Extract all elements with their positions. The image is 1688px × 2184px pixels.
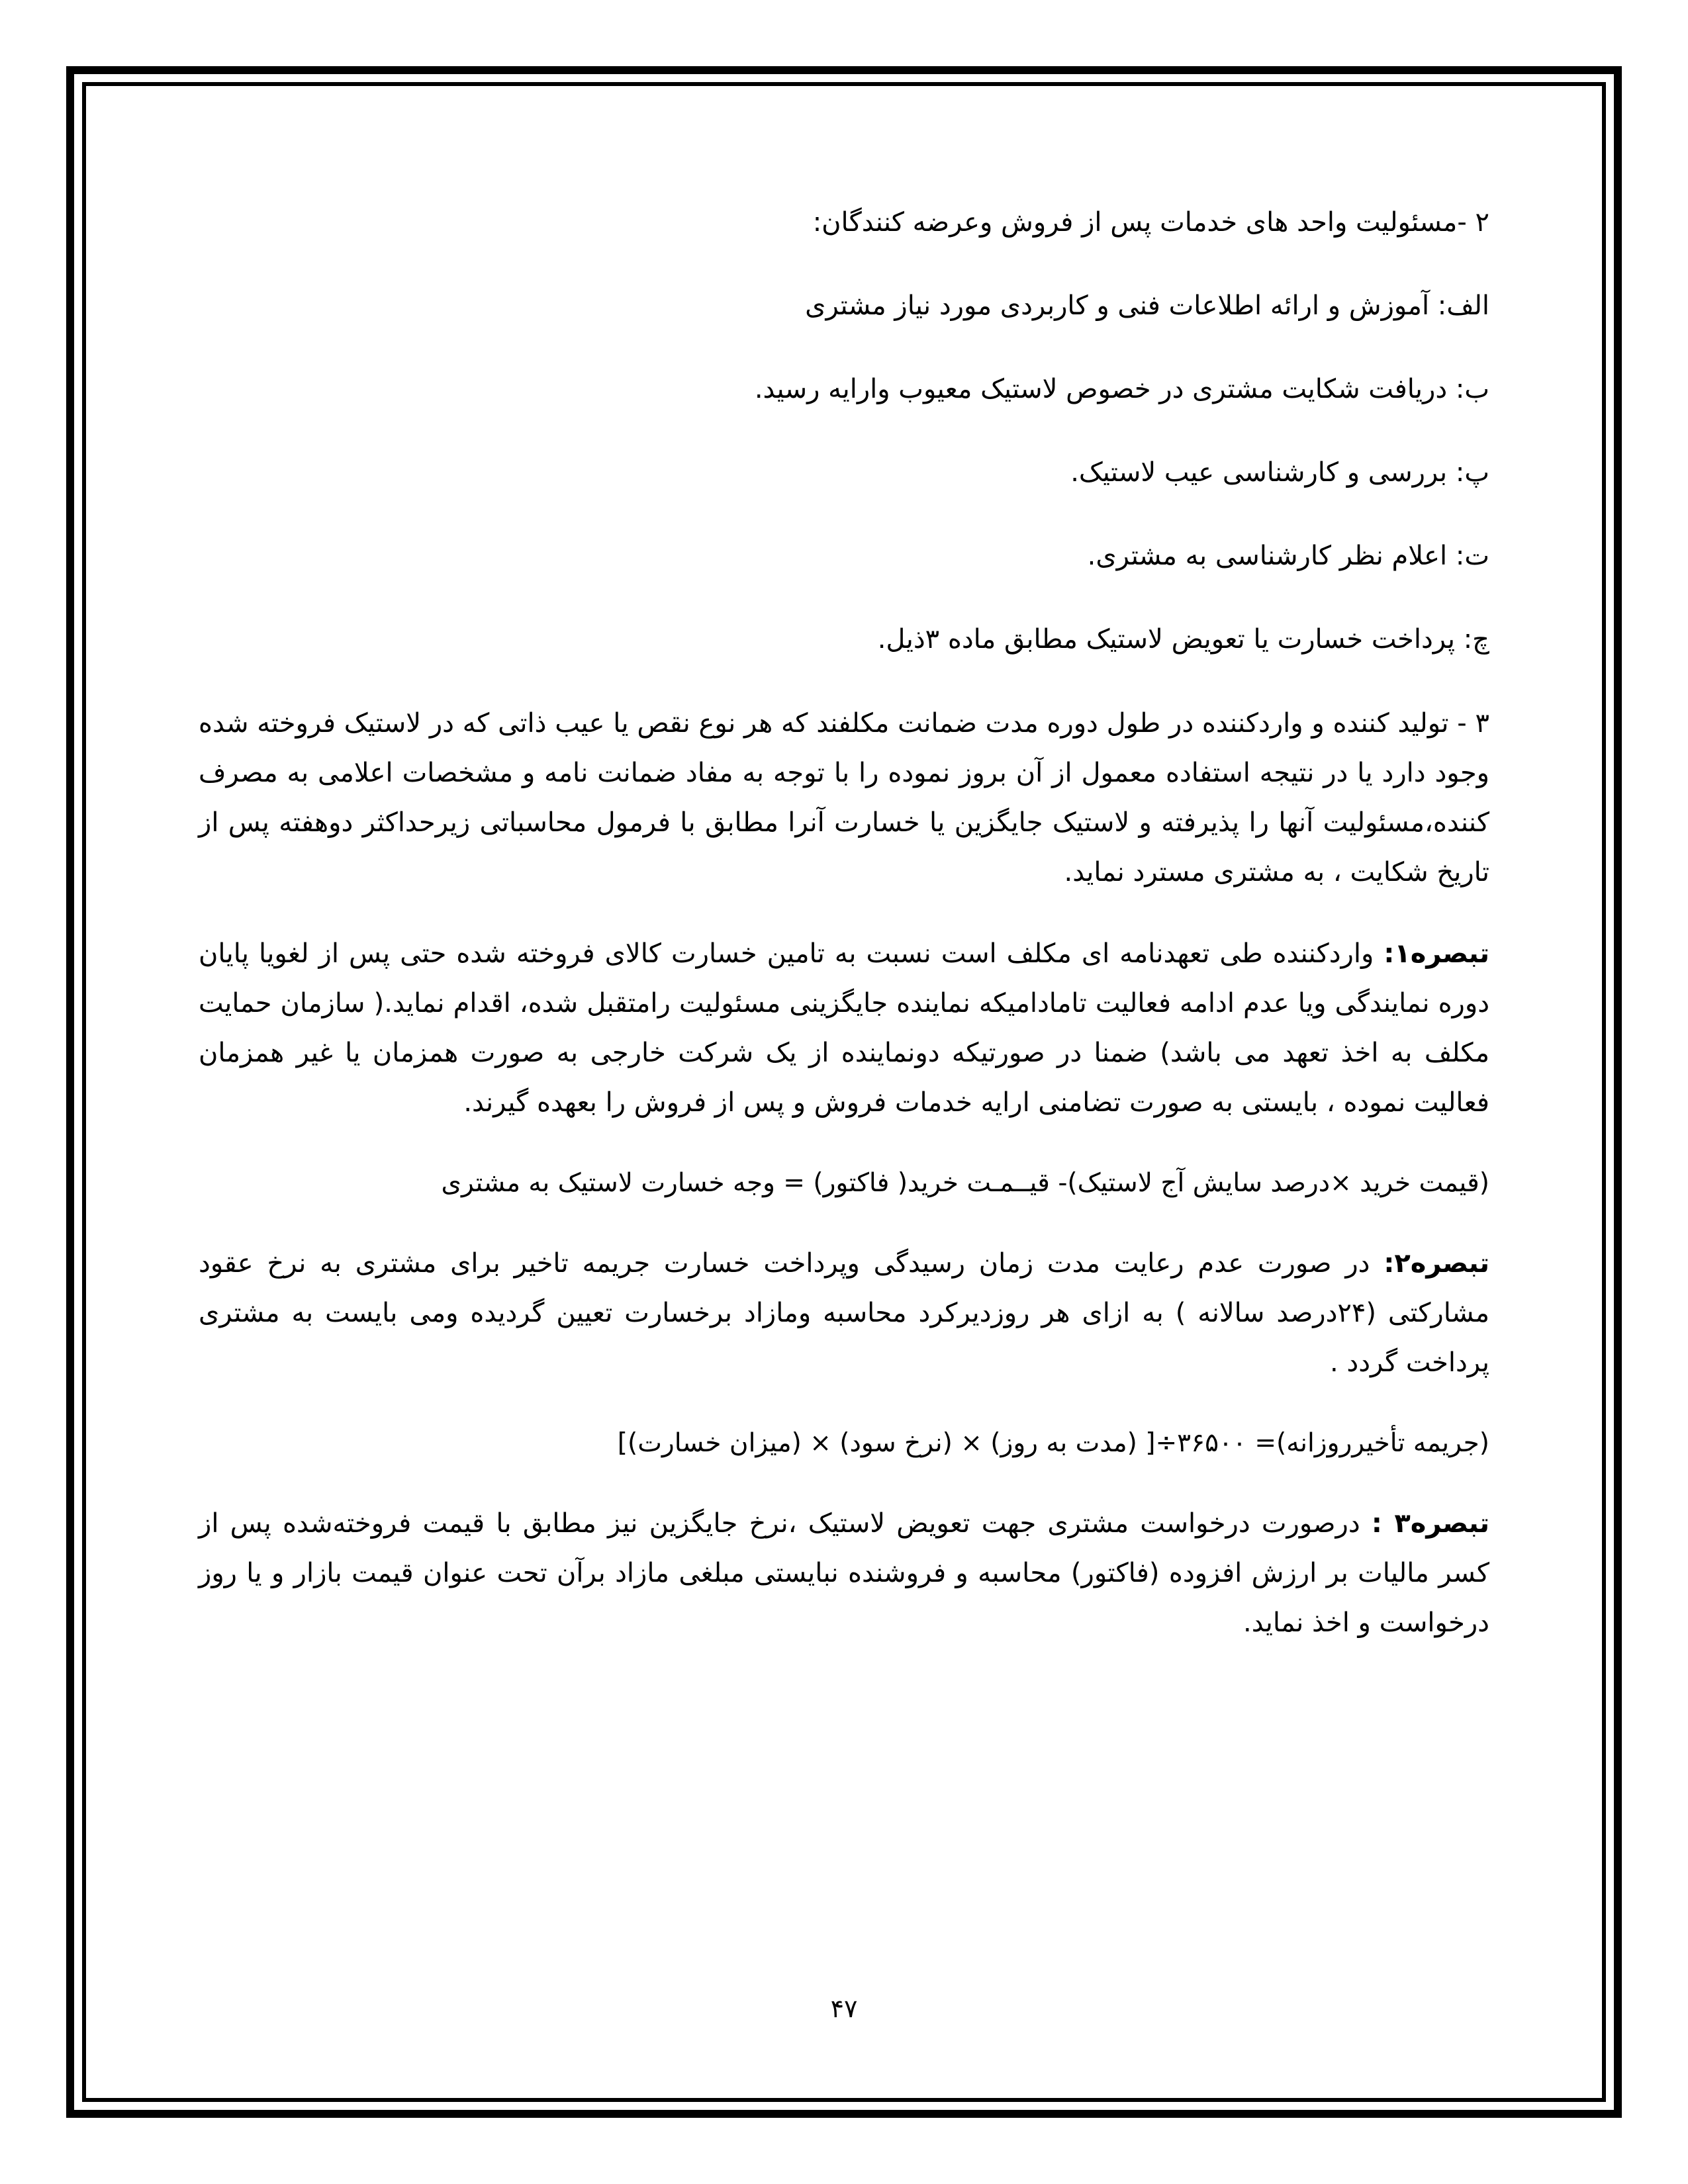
note-3-paragraph bbox=[199, 1499, 1489, 1648]
note-1-label: تبصره۱: bbox=[1383, 938, 1489, 969]
late-penalty-formula: (جریمه تأخیرروزانه)= ۳۶۵۰۰÷[ (مدت به روز) × (نرخ سود) × (میزان خسارت)] bbox=[617, 1428, 1489, 1458]
note-2-paragraph bbox=[199, 1239, 1489, 1388]
section-2-item-che: چ: پرداخت خسارت یا تعویض لاستیک مطابق ماده ۳ذیل. bbox=[877, 624, 1489, 655]
note-3-label: تبصره۳ : bbox=[1371, 1508, 1490, 1539]
document-body bbox=[199, 199, 1489, 1680]
section-2-item-te: ت: اعلام نظر کارشناسی به مشتری. bbox=[1087, 541, 1489, 571]
page-number: ۴۷ bbox=[830, 1994, 858, 2023]
note-2-text: در صورت عدم رعایت مدت زمان رسیدگی وپرداخت خسارت جریمه تاخیر برای مشتری به نرخ عقود مشارکتی (۲۴درصد سالانه ) به ازای هر روزدیرکرد محاسبه ومازاد برخسارت تعیین گردیده ومی بایست به مشتری پرداخت گردد . bbox=[199, 1248, 1489, 1378]
section-3-paragraph: ۳ - تولید کننده و واردکننده در طول دوره مدت ضمانت مکلفند که هر نوع نقص یا عیب ذاتی که در لاستیک فروخته شده وجود دارد یا در نتیجه استفاده معمول از آن بروز نموده را با توجه به مفاد ضمانت نامه و مشخصات اعلامی به مصرف کننده،مسئولیت آنها را پذیرفته و لاستیک جایگزین یا خسارت آنرا مطابق با فرمول محاسباتی زیرحداکثر دوهفته پس از تاریخ شکایت ، به مشتری مسترد نماید. bbox=[199, 708, 1489, 887]
note-1-paragraph bbox=[199, 929, 1489, 1128]
note-1-text: واردکننده طی تعهدنامه ای مکلف است نسبت به تامین خسارت کالای فروخته شده حتی پس از لغویا پایان دوره نمایندگی ویا عدم ادامه فعالیت تامادامیکه نماینده جایگزینی مسئولیت رامتقبل شده، اقدام نماید.( سازمان حمایت مکلف به اخذ تعهد می باشد) ضمنا در صورتیکه دونماینده از یک شرکت خارجی به صورت همزمان یا غیر همزمان فعالیت نموده ، بایستی به صورت تضامنی ارایه خدمات فروش و پس از فروش را بعهده گیرند. bbox=[199, 938, 1489, 1118]
section-2-item-be: ب: دریافت شکایت مشتری در خصوص لاستیک معیوب وارایه رسید. bbox=[754, 374, 1489, 404]
note-2-label: تبصره۲: bbox=[1383, 1248, 1489, 1279]
note-3-text: درصورت درخواست مشتری جهت تعویض لاستیک ،نرخ جایگزین نیز مطابق با قیمت فروخته‌شده پس از کسر مالیات بر ارزش افزوده (فاکتور) محاسبه و فروشنده نبایستی مبلغی مازاد برآن تحت عنوان قیمت بازار و یا روز درخواست و اخذ نماید. bbox=[199, 1508, 1489, 1638]
damage-formula: (قیمت خرید ×درصد سایش آج لاستیک)- قیــمـت خرید( فاکتور) = وجه خسارت لاستیک به مشتری bbox=[441, 1168, 1489, 1198]
section-2-heading: ۲ -مسئولیت واحد های خدمات پس از فروش وعرضه کنندگان: bbox=[812, 207, 1489, 238]
section-2-item-pe: پ: بررسی و کارشناسی عیب لاستیک. bbox=[1070, 457, 1489, 488]
section-2-item-alef: الف: آموزش و ارائه اطلاعات فنی و کاربردی مورد نیاز مشتری bbox=[805, 291, 1489, 321]
